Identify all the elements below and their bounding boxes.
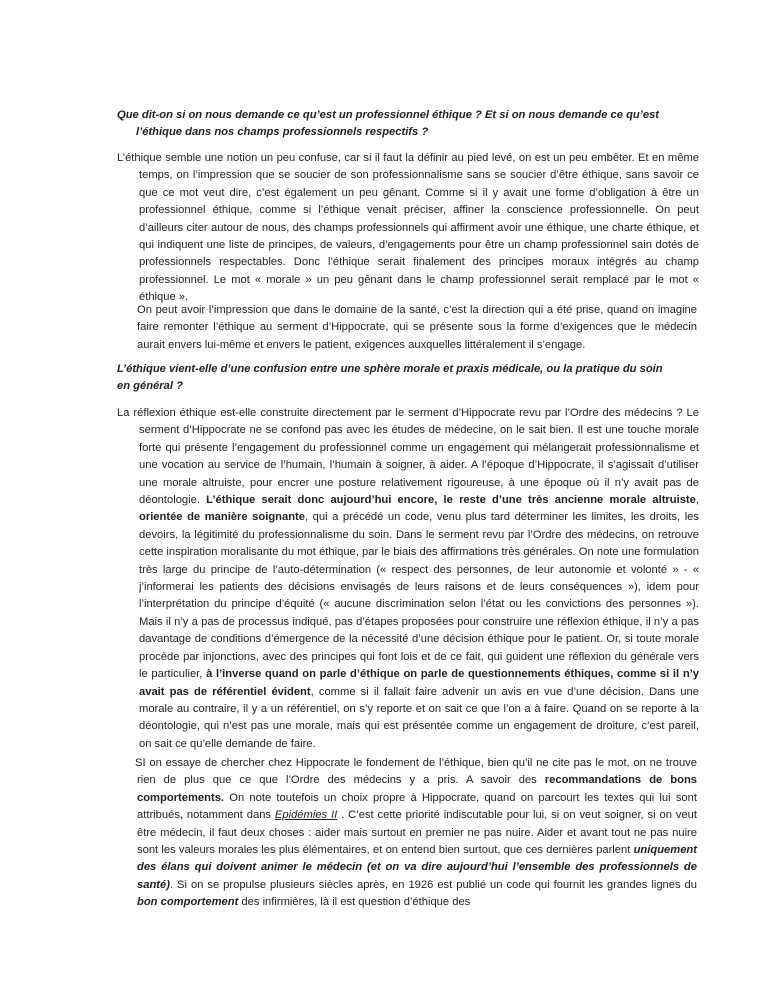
paragraph-hippocrates-oath bbox=[117, 405, 699, 753]
text-segment: La réflexion éthique est-elle construite directement par le serment d’Hippocrate revu par l’Ordre des médecins ? Le serment d’Hippocrate ne se confond pas avec les études de médecine, on le sait bien. Il est une touche morale forte qui présente l’engagement du professionnel comme un engagement qui mélangerait professionnalisme et une vocation au service de l’humain, l’humain à soigner, à aider. A l’époque d’Hippocrate, il s’agissait d’utiliser une morale altruiste, pour encrer une posture relativement rigoureuse, à une époque où il n’y avait pas de déontologie. bbox=[117, 407, 699, 507]
heading-ethics-confusion: L’éthique vient-elle d’une confusion entre une sphère morale et praxis médicale, ou la pratique du soin en général ? bbox=[117, 363, 663, 393]
text-segment: des infirmières, là il est question d’éthique des bbox=[238, 896, 471, 909]
text-segment: , bbox=[695, 494, 699, 507]
bold-italic-segment: uniquement des élans qui doivent animer le médecin (et on va dire aujourd’hui l’ensemble des professionnels de santé) bbox=[137, 844, 697, 891]
bold-segment: à l’inverse quand on parle d’éthique on parle de questionnements éthiques, comme si il n’y avait pas de référentiel évident bbox=[139, 668, 699, 698]
text-segment: , qui a précédé un code, venu plus tard déterminer les limites, les droits, les devoirs, la légitimité du professionnalisme du soin. Dans le serment revu par l’Ordre des médecins, on retrouve cette inspiration moralisante du mot éthique, par le biais des affirmations très générales. On note une formulation très large du principe de l’auto-détermination (« respect des personnes, de leur autonomie et volonté » - « j’informerai les patients des décisions envisagés de leurs raisons et de leurs conséquences »), idem pour l’interprétation du principe d’équité (« aucune discrimination selon l’état ou les convictions des personnes »). Mais il n’y a pas de processus indiqué, pas d’étapes proposées pour construire une réflexion éthique, il n’y a pas davantage de conditions d’émergence de la nécessité d’une décision éthique pour le patient. Or, si toute morale procède par injonctions, avec des principes qui font lois et de ce fait, qui guident une réflexion du générale vers le particulier, bbox=[139, 511, 699, 681]
bold-segment: L’éthique serait donc aujourd’hui encore, le reste d’une très ancienne morale altruiste bbox=[206, 494, 696, 507]
paragraph-ethics-notion: L’éthique semble une notion un peu confuse, car si il faut la définir au pied levé, on est un peu embêter. Et en même temps, on l’impression que se soucier de son professionnalisme sans se soucier d’être éthique, sans savoir ce que ce mot veut dire, c’est également un peu gênant. Comme si il y avait une forme d’obligation à être un professionnel éthique, comme si l’éthique venait préciser, affiner la conscience professionnelle. On peut d’ailleurs citer autour de nous, des champs professionnels qui affirment avoir une éthique, une charte éthique, et qui indiquent une liste de principes, de valeurs, d’engagements pour être un champ professionnel sain dotés de professionnels respectables. Donc l’éthique serait finalement des principes moraux intégrés au champ professionnel. Le mot « morale » un peu gênant dans le champ professionnel serait remplacé par le mot « éthique ». bbox=[117, 152, 699, 304]
text-segment: On note toutefois un choix propre à Hippocrate, quand on parcourt les textes qui lui sont attribués, notamment dans bbox=[137, 791, 697, 822]
bold-segment: orientée de manière soignante bbox=[139, 511, 305, 524]
text-segment: . Si on se propulse plusieurs siècles après, en 1926 est publié un code qui fournit les grandes lignes du bbox=[169, 878, 697, 891]
epidemies-link[interactable]: Epidémies II bbox=[274, 809, 338, 822]
paragraph-hippocrates-foundation bbox=[117, 755, 697, 912]
text-segment: . C’est cette priorité indiscutable pour lui, si on veut soigner, si on veut être médecin, il faut deux choses : aider mais surtout en premier ne pas nuire. Aider et avant tout ne pas nuire sont les valeurs morales les plus élémentaires, et on entend bien surtout, que ces dernières parlent bbox=[137, 809, 697, 857]
bold-italic-segment: bon comportement bbox=[137, 896, 239, 909]
heading-professional-ethics: Que dit-on si on nous demande ce qu’est un professionnel éthique ? Et si on nous demande ce qu’est l’éthique dans nos champs professionnels respectifs ? bbox=[117, 109, 660, 139]
bold-segment: recommandations de bons comportements. bbox=[137, 774, 698, 804]
text-segment: , comme si il fallait faire advenir un avis en vue d’une décision. Dans une morale au contraire, il y a un référentiel, on s’y reporte et on sait ce que l’on a à faire. Quand on se reporte à la déontologie, qui n’est pas une morale, mais qui est présentée comme un engagement de droiture, c’est pareil, on sait ce qu’elle demande de faire. bbox=[139, 685, 699, 750]
paragraph-health-domain: On peut avoir l’impression que dans le domaine de la santé, c’est la direction qui a été prise, quand on imagine faire remonter l’éthique au serment d’Hippocrate, qui se présente sous la forme d’exigences que le médecin aurait envers lui-même et envers le patient, exigences auxquelles littéralement il s’engage. bbox=[137, 304, 697, 351]
text-segment: SI on essaye de chercher chez Hippocrate le fondement de l’éthique, bien qu’il ne cite pas le mot, on ne trouve rien de plus que ce que l’Ordre des médecins y a pris. A savoir des bbox=[135, 757, 697, 787]
